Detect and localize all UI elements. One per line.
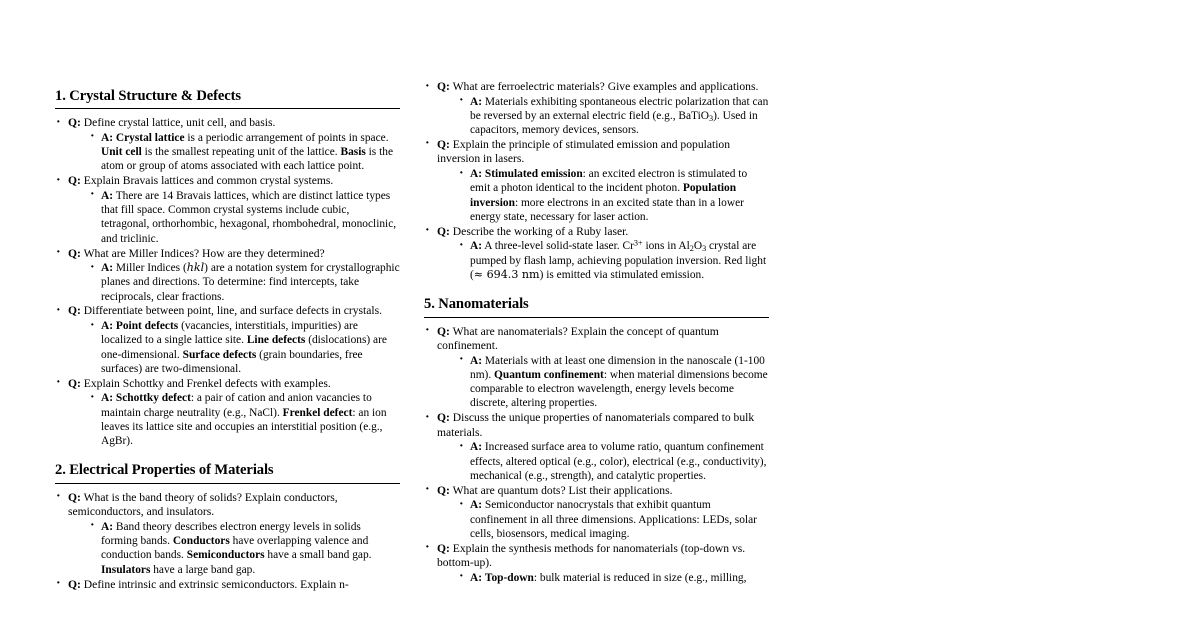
question-label: Q: [437,483,450,497]
answer-item [88,189,400,246]
question-list [424,325,769,586]
answer-list [457,354,769,411]
question-item [55,116,400,173]
answer-list [457,571,769,585]
question-label: Q: [68,376,81,390]
question-item [424,138,769,224]
answer-item [88,261,400,304]
section-rule [55,483,400,484]
answer-list [457,498,769,541]
question-text: What are Miller Indices? How are they determined? [83,246,325,260]
answer-text: Crystal lattice is a periodic arrangement of points in space. Unit cell is the smallest repeating unit of the lattice. Basis is the atom or group of atoms associated with each lattice point. [101,131,394,173]
question-label: Q: [437,411,450,425]
answer-item [88,131,400,174]
question-text: Differentiate between point, line, and surface defects in crystals. [83,304,383,318]
answer-item [457,571,769,585]
question-item [424,325,769,411]
answer-label: A: [470,240,483,253]
answer-text: Materials exhibiting spontaneous electric polarization that can be reversed by an external electric field (e.g., BaTiO$_3$). Used in capacitors, memory devices, sensors. [470,95,769,137]
answer-label: A: [470,354,483,367]
answer-label: A: [470,95,483,108]
answer-label: A: [470,441,483,454]
question-label: Q: [437,224,450,238]
section-heading: 1. Crystal Structure & Defects [55,88,241,104]
answer-text: A three-level solid-state laser. $Cr^{3+}$ ions in $Al_2O_3$ crystal are pumped by flash lamp, achieving population inversion. Red light (≈ 694.3 nm) is emitted via stimulated emission. [470,238,767,281]
question-label: Q: [437,324,450,338]
question-item [424,484,769,541]
answer-list [457,239,769,282]
section-block [424,296,769,585]
answer-label: A: [470,168,483,181]
answer-list [88,391,400,448]
answer-item [457,95,769,138]
answer-label: A: [101,131,114,144]
answer-item [457,239,769,282]
answer-text: Increased surface area to volume ratio, quantum confinement effects, altered optical (e.g., color), electrical (e.g., conductivity), mechanical (e.g., strength), and catalytic properties. [470,441,767,482]
question-item [424,542,769,585]
answer-text: Semiconductor nanocrystals that exhibit quantum confinement in all three dimensions. Applications: LEDs, solar cells, biosensors, medical imaging. [470,499,757,540]
question-list [55,116,400,448]
right-column [424,0,769,586]
question-text: Explain the synthesis methods for nanomaterials (top-down vs. bottom-up). [437,541,746,570]
answer-list [457,95,769,138]
section-rule [55,108,400,109]
question-text: Define crystal lattice, unit cell, and basis. [83,116,276,130]
answer-item [88,520,400,577]
answer-text: Point defects (vacancies, interstitials, impurities) are localized to a single lattice site. Line defects (dislocations) are one-dimensional. Surface defects (grain boundaries, free surfaces) are two-dimensional. [101,320,387,375]
answer-item [457,354,769,411]
answer-list [88,261,400,304]
section-block [55,88,400,448]
answer-label: A: [101,392,114,405]
left-column [55,0,400,593]
answer-text: Schottky defect: a pair of cation and anion vacancies to maintain charge neutrality (e.g., NaCl). Frenkel defect: an ion leaves its lattice site and occupies an interstitial position (e.g., AgBr). [101,392,387,448]
question-text: What are ferroelectric materials? Give examples and applications. [452,80,759,93]
answer-item [88,319,400,376]
answer-text: Materials with at least one dimension in the nanoscale (1-100 nm). Quantum confinement: when material dimensions become comparable to electron wavelength, energy levels become discrete, altering properties. [470,354,768,410]
question-item [55,304,400,376]
question-text: Explain the principle of stimulated emission and population inversion in lasers. [437,137,731,166]
question-item [55,377,400,449]
question-label: Q: [68,577,81,591]
answer-label: A: [101,520,114,533]
question-text: Describe the working of a Ruby laser. [452,224,629,238]
question-item [424,80,769,137]
answer-label: A: [470,499,483,512]
question-text: Explain Schottky and Frenkel defects with examples. [83,376,331,390]
section-heading: 2. Electrical Properties of Materials [55,462,274,479]
left-column-content [55,0,400,592]
question-text: What are nanomaterials? Explain the concept of quantum confinement. [437,324,719,353]
question-label: Q: [437,137,450,151]
question-text: Explain Bravais lattices and common crystal systems. [83,174,334,188]
answer-text: Top-down: bulk material is reduced in size (e.g., milling, [484,571,747,584]
section-block [55,462,400,592]
question-label: Q: [437,80,450,93]
question-text: Discuss the unique properties of nanomaterials compared to bulk materials. [437,411,755,439]
question-list [55,491,400,592]
question-label: Q: [68,116,81,130]
answer-list [457,167,769,224]
answer-label: A: [101,189,114,202]
answer-list [88,520,400,577]
answer-text: Stimulated emission: an excited electron is stimulated to emit a photon identical to the incident photon. Population inversion: more electrons in an excited state than in a lower energy state, necessary for laser action. [470,168,748,223]
question-item [55,491,400,577]
question-label: Q: [68,246,81,260]
question-item [55,174,400,246]
question-label: Q: [68,304,81,318]
question-text: Define intrinsic and extrinsic semiconductors. Explain n- [83,577,349,591]
question-list [424,80,769,282]
answer-label: A: [101,320,114,332]
answer-text: Band theory describes electron energy levels in solids forming bands. Conductors have overlapping valence and conduction bands. Semiconductors have a small band gap. Insulators have a large band gap. [101,520,372,576]
answer-label: A: [101,262,114,275]
answer-list [88,319,400,376]
question-label: Q: [68,490,81,504]
answer-item [457,167,769,224]
answer-list [88,131,400,174]
question-item [424,225,769,282]
question-label: Q: [68,174,81,188]
question-label: Q: [437,541,450,555]
answer-item [457,440,769,483]
right-column-content [424,0,769,585]
section-rule [424,317,769,318]
question-item [424,411,769,483]
question-text: What are quantum dots? List their applications. [452,483,673,497]
section-block [424,80,769,282]
answer-text: Miller Indices (hkl) are a notation system for crystallographic planes and directions. To determine: find intercepts, take reciprocals, clear fractions. [101,261,400,303]
answer-item [88,391,400,448]
answer-label: A: [470,571,483,584]
answer-list [457,440,769,483]
question-text: What is the band theory of solids? Explain conductors, semiconductors, and insulators. [68,490,338,519]
answer-item [457,498,769,541]
section-heading: 5. Nanomaterials [424,296,529,313]
answer-text: There are 14 Bravais lattices, which are distinct lattice types that fill space. Common crystal systems include cubic, tetragonal, orthorhombic, hexagonal, rhombohedral, monoclinic, and triclinic. [101,189,397,245]
answer-list [88,189,400,246]
question-item [55,578,400,593]
question-item [55,247,400,304]
